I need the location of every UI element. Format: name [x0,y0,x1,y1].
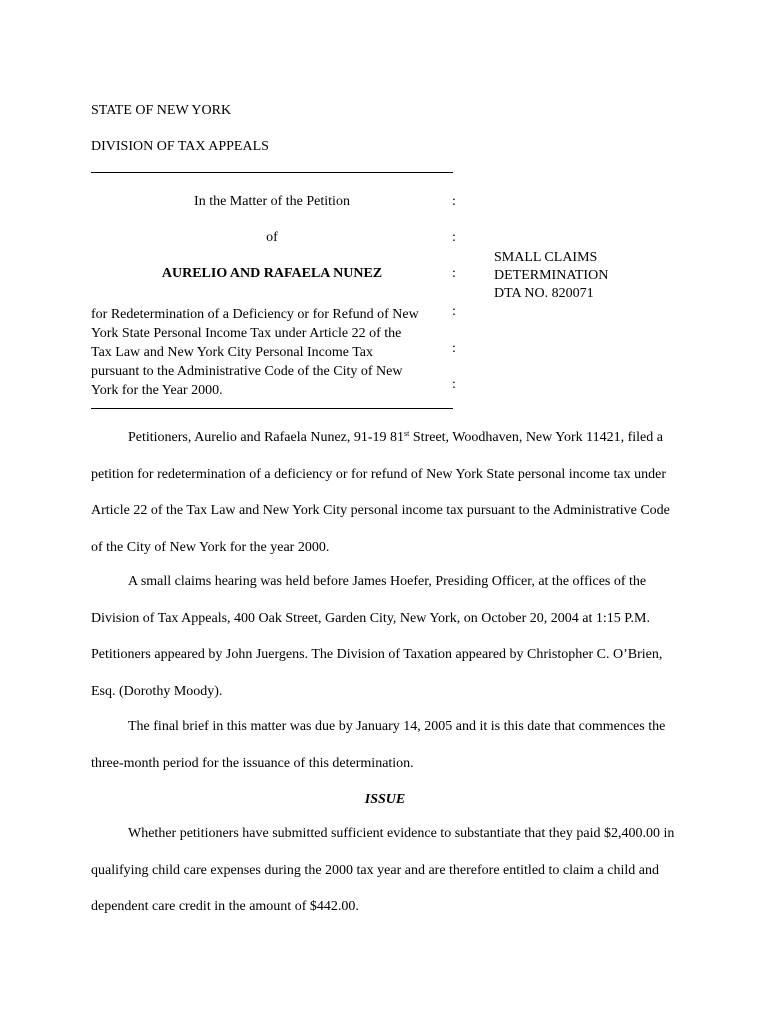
determination-block [494,249,608,303]
caption-description [91,305,453,400]
issue-heading: ISSUE [364,792,406,807]
division-heading: DIVISION OF TAX APPEALS [91,139,269,154]
caption-line: York for the Year 2000. [91,383,223,398]
caption-top-rule [91,172,453,173]
caption-colon: : [452,266,456,281]
caption-line: York State Personal Income Tax under Article 22 of the [91,326,402,341]
caption-colon: : [452,304,456,319]
determination-type: SMALL CLAIMS [494,250,598,265]
paragraph-text: Street, Woodhaven, New York 11421, filed a petition for redetermination of a deficiency or for refund of New York State personal income tax under Article 22 of the Tax Law and New York City personal income tax pursuant to the Administrative Code of the City of New York for the year 2000. [91,430,670,555]
paragraph-hearing: A small claims hearing was held before James Hoefer, Presiding Officer, at the offices of the Division of Tax Appeals, 400 Oak Street, Garden City, New York, on October 20, 2004 at 1:15 P.M. Petitioners appeared by John Juergens. The Division of Taxation appeared by Christopher C. O’Brien, Esq. (Dorothy Moody). [91,574,663,699]
caption-of: of [266,230,278,245]
caption-line: for Redetermination of a Deficiency or for Refund of New [91,307,419,322]
paragraph-petition [91,420,681,566]
caption-colon: : [452,341,456,356]
caption-line: pursuant to the Administrative Code of the City of New [91,364,403,379]
caption-petitioners: AURELIO AND RAFAELA NUNEZ [161,266,383,281]
caption-bottom-rule [91,408,453,409]
determination-number: DTA NO. 820071 [494,286,594,301]
determination-label: DETERMINATION [494,268,609,283]
paragraph-brief: The final brief in this matter was due by January 14, 2005 and it is this date that commences the three-month period for the issuance of this determination. [91,719,666,771]
caption-matter: In the Matter of the Petition [194,194,350,209]
caption-colon: : [452,230,456,245]
paragraph-text: Petitioners, Aurelio and Rafaela Nunez, 91-19 81 [128,430,405,445]
state-heading: STATE OF NEW YORK [91,103,232,118]
paragraph-issue: Whether petitioners have submitted sufficient evidence to substantiate that they paid $2,400.00 in qualifying child care expenses during the 2000 tax year and are therefore entitled to claim a child and dependent care credit in the amount of $442.00. [91,826,675,914]
caption-colon: : [452,377,456,392]
caption-colon: : [452,194,456,209]
caption-line: Tax Law and New York City Personal Income Tax [91,345,374,360]
ordinal-suffix: st [404,429,410,438]
